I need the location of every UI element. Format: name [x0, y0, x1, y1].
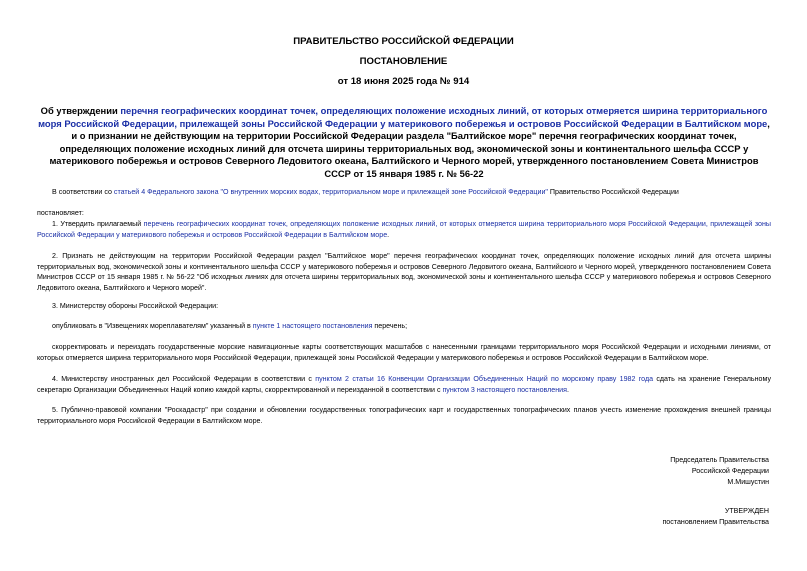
signer-name: М.Мишустин: [727, 477, 769, 486]
paragraph-3: 3. Министерству обороны Российской Федерации:: [52, 302, 219, 310]
p4-after: .: [566, 385, 569, 394]
date-number-heading: от 18 июня 2025 года № 914: [337, 76, 470, 87]
approval-label: УТВЕРЖДЕН: [724, 507, 769, 515]
intro-before: В соответствии со: [52, 188, 114, 196]
intro-after: Правительство Российской Федерации: [547, 188, 679, 196]
intro-paragraph: [37, 187, 771, 198]
paragraph-3a: [37, 321, 771, 332]
approved-list-link[interactable]: перечень географических координат точек, определяющих положение исходных линий, от которых отмеряется ширина территориального моря Российской Федерации, прилежащей зоны Российской Федерации у материкового побережья и островов Российской Федерации в Балтийском море: [37, 220, 771, 239]
paragraph-4: [37, 374, 771, 395]
title-list-link[interactable]: перечня географических координат точек, определяющих положение исходных линий, от которых отмеряется ширина территориального моря Российской Федерации, прилежащей зоны Российской Федерации у материкового побережья и островов Российской Федерации в Балтийском море: [38, 105, 768, 129]
issuer-heading: ПРАВИТЕЛЬСТВО РОССИЙСКОЙ ФЕДЕРАЦИИ: [293, 36, 514, 47]
signer-position-2: Российской Федерации: [691, 466, 769, 475]
point-1-link[interactable]: пункте 1 настоящего постановления: [252, 322, 373, 330]
p4-before: 4. Министерству иностранных дел Российской Федерации в соответствии с: [52, 375, 316, 383]
paragraph-2: 2. Признать не действующим на территории Российской Федерации раздел "Балтийское море" перечня географических координат точек, определяющих положение исходных линий для отсчета ширины территориальных вод, экономической зоны и континентального шельфа СССР у материкового побережья и островов Северного Ледовитого океана, Балтийского и Черного морей, утвержденного постановлением Совета Министров СССР от 15 января 1985 г. № 56-22 "Об исходных линиях для отсчета ширины территориальных вод, экономической зоны и континентального шельфа СССР у материкового побережья и островов Северного Ледовитого океана, Балтийского и Черного морей".: [37, 252, 771, 292]
signer-position-1: Председатель Правительства: [670, 456, 769, 464]
document-type-heading: ПОСТАНОВЛЕНИЕ: [359, 56, 448, 67]
resolves-text: постановляет:: [37, 209, 84, 217]
paragraph-3b: скорректировать и переиздать государственные морские навигационные карты соответствующих масштабов с нанесенными границами территориального моря Российской Федерации и исходными линиями, от которых отмеряется ширина территориального моря Российской Федерации, прилежащей зоны Российской Федерации у материкового побережья и островов Российской Федерации в Балтийском море.: [37, 343, 771, 362]
p3a-before: опубликовать в "Извещениях мореплавателям" указанный в: [52, 322, 253, 330]
paragraph-5: 5. Публично-правовой компании "Роскадастр" при создании и обновлении государственных топографических карт и государственных топографических планов учесть изменение прохождения внешней границы территориального моря Российской Федерации в Балтийском море.: [37, 406, 771, 425]
p3a-after: перечень;: [372, 322, 408, 330]
convention-link[interactable]: пунктом 2 статьи 16 Конвенции Организации Объединенных Наций по морскому праву 1982 года: [315, 375, 654, 383]
p1-after: .: [387, 230, 390, 239]
document-title: [36, 105, 772, 180]
point-3-link[interactable]: пунктом 3 настоящего постановления: [442, 385, 567, 394]
title-suffix: , и о признании не действующим на территории Российской Федерации раздела "Балтийское море" перечня географических координат точек, определяющих положение исходных линий для отсчета ширины территориальных вод, экономической зоны и континентального шельфа СССР у материкового побережья и островов Северного Ледовитого океана, Балтийского и Черного морей, утвержденного постановлением Совета Министров СССР от 15 января 1985 г. № 56-22: [49, 117, 770, 179]
approval-by: постановлением Правительства: [662, 517, 769, 526]
approval-block: [569, 506, 769, 528]
title-prefix: Об утверждении: [40, 105, 121, 116]
signature-block: [569, 455, 769, 487]
paragraph-1: [37, 219, 771, 240]
federal-law-link[interactable]: статьей 4 Федерального закона "О внутренних морских водах, территориальном море и прилежащей зоне Российской Федерации": [113, 188, 548, 196]
p4-middle: сдать на хранение Генеральному секретарю Организации Объединенных Наций копию каждой карты, скорректированной и переизданной в соответствии с: [37, 375, 771, 394]
p1-before: 1. Утвердить прилагаемый: [52, 220, 144, 228]
